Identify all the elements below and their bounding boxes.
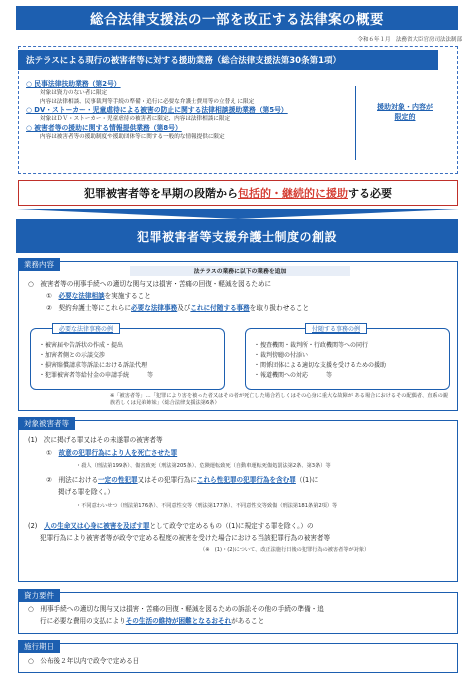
sub-text: （(1)に (295, 476, 319, 484)
list-item: ・関係団体による適切な支援を受けるための援助 (254, 362, 387, 369)
down-arrow-icon (17, 209, 459, 219)
point-number: ① (46, 292, 59, 300)
service-item-desc: 対象はＤＶ・ストーカー・児童虐待の被害者に限定、内容は法律相談に限定 (40, 116, 231, 123)
service-item-desc: 内容は被害者等の援助制度や援助団体等に関する一般的な情報提供に限定 (40, 133, 225, 140)
page-title: 総合法律支援法の一部を改正する法律案の概要 (16, 6, 458, 30)
list-item: ・損害賠償請求等訴訟における訴訟代理 (39, 362, 148, 369)
need-callout (18, 180, 458, 206)
point-text: を実施すること (104, 292, 151, 300)
shiko-line: ○ 公布後２年以内で政令で定める日 (28, 657, 140, 665)
point-emphasis: 必要な法律事務 (131, 304, 178, 312)
line-emphasis: その生活の維持が困難となるおそれ (125, 617, 232, 625)
service-item-title: ○ 民事法律扶助業務（第2号） (26, 80, 121, 88)
list-item: ・報道機関への対応 等 (254, 372, 333, 379)
callout-text: 犯罪被害者等を早期の段階から (84, 187, 238, 200)
gyomu-lead: ○ 被害者等の刑事手続への適切な関与又は損害・苦痛の回復・軽減を図るために (28, 280, 272, 288)
brace-divider (355, 86, 364, 160)
sub-text: 又はその犯罪行為に (137, 476, 197, 484)
point-text: を取り扱わせること (249, 304, 310, 312)
list-item: ・犯罪被害者等給付金の申請手続 等 (39, 372, 154, 379)
date-line: 令和６年１月 法務省大臣官房司法法制部 (357, 37, 462, 43)
taisho-item-2 (28, 522, 453, 532)
point-text: 及び (177, 304, 191, 312)
point-text: ② 契約弁護士等にこれらに (46, 304, 132, 312)
point-emphasis: これに付随する事務 (190, 304, 250, 312)
taisho-note: （※ (1)・(2)について、改正法施行日後の犯罪行為の被害者等が対象） (200, 547, 370, 553)
definition-note: ※「被害者等」…「犯罪により害を被った者又はその者が死亡した場合若しくはその心身に重大な故障が ある場合におけるその配偶者、直系の親族若しくは兄弟姉妹」（総合法律支援法第6条） (110, 393, 448, 406)
callout-text: する必要 (348, 187, 392, 200)
list-item: ・裁判傍聴の付添い (254, 352, 309, 359)
limitation-note-line: 援助対象・内容が (377, 103, 433, 111)
taisho-sub-a (46, 449, 446, 459)
current-services-heading: 法テラスによる現行の被害者等に対する援助業務（総合法律支援法第30条第1項） (18, 50, 438, 70)
ancillary-work-examples-title: 付随する事務の例 (305, 323, 367, 334)
shiryoku-tag: 資力要件 (18, 589, 60, 602)
list-item: ・加害者側との示談交渉 (39, 352, 106, 359)
callout-emphasis: 包括的・継続的に援助 (238, 187, 348, 200)
limitation-note (365, 102, 445, 122)
legal-work-examples (30, 328, 225, 390)
taisho-item-2-cont: 犯罪行為により被害者等が政令で定める程度の被害を受けた場合における当該犯罪行為の被害者等 (40, 534, 331, 542)
service-item (26, 106, 356, 124)
service-item-desc: 対象は資力のない者に限定 (40, 89, 108, 96)
sub-emphasis: 故意の犯罪行為により人を死亡させた罪 (58, 449, 178, 457)
gyomu-point-2 (46, 304, 456, 314)
line-text: があること (231, 617, 265, 625)
list-item: ・捜査機関・裁判所・行政機関等への同行 (254, 342, 369, 349)
service-item-title: ○ DV・ストーカー・児童虐待による被害の防止に関する法律相談援助業務（第5号） (26, 106, 288, 115)
taisho-sub-a-examples: ・殺人（刑法第199条）、傷害致死（刑法第205条）、危険運転致死（自動車運転死傷処罰法第2条、第3条）等 (76, 463, 331, 469)
service-item-title: ○ 被害者等の援助に関する情報提供業務（第8号） (26, 123, 182, 132)
limitation-note-line: 限定的 (394, 113, 416, 121)
sub-emphasis: 一定の性犯罪 (98, 476, 138, 484)
taisho-tag: 対象被害者等 (18, 417, 75, 430)
ancillary-work-examples (245, 328, 450, 390)
item-emphasis: 人の生命又は心身に被害を及ぼす罪 (43, 522, 150, 530)
taisho-sub-b (46, 476, 456, 486)
current-services-list (26, 80, 356, 142)
taisho-sub-b-examples: ・不同意わいせつ（刑法第176条）、不同意性交等（刑法第177条）、不同意性交等致傷（刑法第181条第2項）等 (76, 503, 338, 509)
sub-number: ① (46, 449, 59, 457)
sub-emphasis: これら性犯罪の犯罪行為を含む罪 (196, 476, 296, 484)
list-item: ・被害届や告訴状の作成・提出 (39, 342, 124, 349)
service-item (26, 80, 356, 106)
taisho-sub-b-cont: 掲げる罪を除く。） (58, 488, 114, 496)
point-emphasis: 必要な法律相談 (58, 292, 105, 300)
gyomu-point-1 (46, 292, 446, 302)
item-number: (2) (28, 522, 44, 530)
item-text: として政令で定めるもの（(1)に規定する罪を除く。）の (149, 522, 314, 530)
service-item-desc: 内容は法律相談、民事裁判等手続の準備・追行に必要な弁護士費用等の立替え に限定 (40, 98, 255, 105)
main-title: 犯罪被害者等支援弁護士制度の創設 (16, 219, 458, 253)
gyomu-banner: 法テラスの業務に以下の業務を追加 (130, 266, 350, 276)
gyomu-tag: 業務内容 (18, 258, 60, 271)
shiryoku-line-1: ○ 刑事手続への適切な関与又は損害・苦痛の回復・軽減を図るための訴訟その他の手続の準備・追 (28, 605, 324, 613)
sub-text: ② 刑法における (46, 476, 99, 484)
taisho-item-1: (1) 次に掲げる罪又はその未遂罪の被害者等 (28, 436, 163, 444)
shiryoku-line-2 (40, 617, 455, 627)
service-item (26, 124, 356, 142)
line-text: 行に必要な費用の支払により (40, 617, 126, 625)
legal-work-examples-title: 必要な法律事務の例 (52, 323, 120, 334)
shiko-tag: 施行期日 (18, 640, 60, 653)
